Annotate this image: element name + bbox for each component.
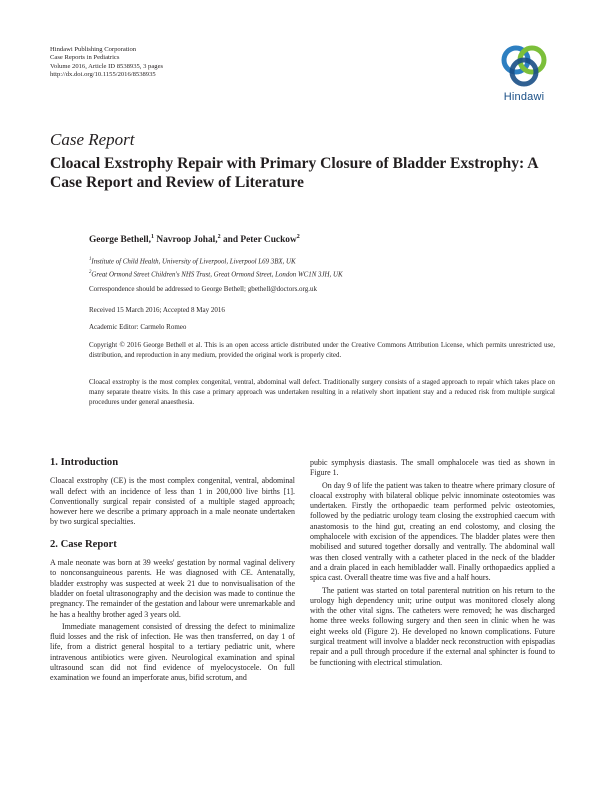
doi-link[interactable]: http://dx.doi.org/10.1155/2016/8538935: [50, 71, 156, 79]
publisher-line: Hindawi Publishing Corporation: [50, 46, 137, 53]
left-column: [50, 458, 295, 684]
received-dates: Received 15 March 2016; Accepted 8 May 2016: [89, 306, 225, 314]
affil-mark: 1: [89, 257, 92, 262]
journal-header: [50, 46, 163, 80]
author-list: [89, 234, 300, 245]
article-type: Case Report: [50, 130, 135, 149]
affil-text: Institute of Child Health, University of Liverpool, Liverpool L69 3BX, UK: [91, 258, 296, 266]
affil-text: Great Ormond Street Children's NHS Trust, Great Ormond Street, London WC1N 3JH, UK: [91, 271, 343, 279]
logo-wordmark: Hindawi: [503, 91, 545, 103]
volume-line: Volume 2016, Article ID 8538935, 3 pages: [50, 62, 164, 70]
author-affil-mark: 2: [296, 234, 300, 240]
academic-editor: Academic Editor: Carmelo Romeo: [89, 323, 187, 331]
paragraph: A male neonate was born at 39 weeks' gestation by normal vaginal delivery to nonconsanguineous parents. He was diagnosed with CE. Antenatally, bladder exstrophy was suspected at week 21 due to nonvisualisation of the bladder on foetal ultrasonography and the decision was made to continue the pregnancy. The remainder of the gestation and labour were unremarkable and he has a healthy brother aged 3 years old.: [50, 558, 295, 619]
affil-mark: 2: [89, 269, 92, 275]
author-affil-mark: 1: [150, 234, 154, 240]
right-column: [310, 458, 555, 668]
author-name: George Bethell,: [89, 235, 151, 246]
hindawi-logo: [494, 40, 554, 106]
section-heading-case-report: 2. Case Report: [50, 538, 117, 550]
paragraph: Immediate management consisted of dressing the defect to minimalize fluid losses and the risk of infection. He was then transferred, on day 1 of life, from a district general hospital to a tertiary pediatric unit, where intravenous antibiotics were given. Neurological examination and spinal ultrasound scan did not find evidence of myelocystocele. On full examination we found an imperforate anus, bifid scrotum, and: [50, 621, 295, 683]
affiliation-item: [89, 268, 343, 281]
article-title: Cloacal Exstrophy Repair with Primary Closure of Bladder Exstrophy: A Case Report and Review of Literature: [50, 155, 538, 191]
paragraph: On day 9 of life the patient was taken to theatre where primary closure of cloacal exstrophy with bilateral oblique pelvic innominate osteotomies was undertaken. Firstly the orthopaedic team performed pelvic osteotomies, followed by the pediatric urology team closing the exstrophied caecum with anastomosis to the hind gut, creating an end colostomy, and closing the omphalocele with excision of the appendices. The bladder plates were then mobilised and sutured together dorsally and ventrally. The abdominal wall was then closed ventrally with a catheter placed in the neck of the bladder and a drain placed in each hemibladder wall. Finally orthopaedics applied a spica cast. Overall theatre time was five and a half hours.: [310, 480, 555, 583]
paragraph: Cloacal exstrophy (CE) is the most complex congenital, ventral, abdominal wall defect with an incidence of less than 1 in 200,000 live births [1]. Conventionally surgical repair consisted of a multiple staged approach; however here we describe a primary approach in a male neonate undertaken by two surgical specialties.: [50, 476, 295, 527]
journal-line: Case Reports in Pediatrics: [50, 54, 120, 62]
affiliations: [89, 255, 343, 281]
copyright-notice: Copyright © 2016 George Bethell et al. This is an open access article distributed under the Creative Commons Attribution License, which permits unrestricted use, distribution, and reproduction in any medium, provided the original work is properly cited.: [89, 341, 555, 359]
paragraph: pubic symphysis diastasis. The small omphalocele was tied as shown in Figure 1.: [310, 458, 555, 478]
author-affil-mark: 2: [217, 234, 221, 240]
hindawi-logo-icon: [494, 40, 554, 90]
paragraph: The patient was started on total parenteral nutrition on his return to the urology high dependency unit; urine output was monitored closely along with the other vital signs. The catheters were removed; he was discharged home three weeks following surgery and then seen in clinic when he was eight weeks old (Figure 2). He developed no known complications. Future surgical treatment will involve a bladder neck reconstruction with epispadias repair and a pull through procedure if the external anal sphincter is found to be functioning with electrical stimulation.: [310, 585, 555, 667]
affiliation-item: [89, 255, 343, 268]
abstract: Cloacal exstrophy is the most complex congenital, ventral, abdominal wall defect. Traditionally surgery consists of a staged approach to repair which takes place on many separate theatre visits. In this case a primary approach was undertaken resulting in a relatively short inpatient stay and a reduced risk from multiple surgical procedures under general anaesthesia.: [89, 378, 555, 406]
author-name: Navroop Johal,: [156, 235, 218, 246]
author-name: and Peter Cuckow: [222, 235, 297, 246]
section-heading-introduction: 1. Introduction: [50, 457, 119, 468]
correspondence[interactable]: Correspondence should be addressed to George Bethell; gbethell@doctors.org.uk: [89, 285, 317, 293]
